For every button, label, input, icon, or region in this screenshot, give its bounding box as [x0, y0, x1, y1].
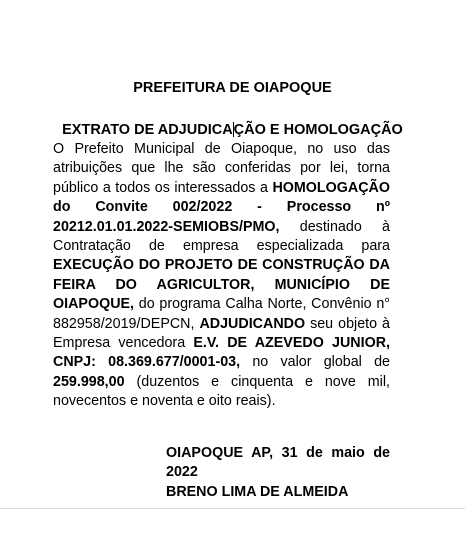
- body-bold-4: E.V. DE AZEVEDO JUNIOR, CNPJ: 08.369.677/0001-03,: [53, 335, 390, 371]
- document-subtitle: [0, 121, 465, 139]
- body-text-4: seu objeto à Empresa vencedora: [53, 315, 390, 352]
- body-bold-5: 259.998,00: [53, 373, 125, 390]
- page-title: PREFEITURA DE OIAPOQUE: [133, 80, 332, 96]
- subtitle-part-2: ÇÃO E HOMOLOGAÇÃO: [233, 122, 403, 138]
- body-text-1: O Prefeito Municipal de Oiapoque, no uso das atribuições que lhe são conferidas por lei, torna público a todos os interessados a: [53, 141, 390, 196]
- subtitle-part-1: EXTRATO DE ADJUDICA: [62, 122, 233, 138]
- body-bold-3: ADJUDICANDO: [199, 315, 306, 332]
- signatory-name: BRENO LIMA DE ALMEIDA: [166, 483, 349, 500]
- body-text-5: no valor global de: [240, 354, 390, 371]
- place-date: OIAPOQUE AP, 31 de maio de 2022: [166, 445, 390, 481]
- body-paragraph: [53, 140, 390, 412]
- body-text-2: destinado à Contratação de empresa especializada para: [53, 218, 390, 255]
- page-divider: [0, 508, 465, 509]
- body-text-6: (duzentos e cinquenta e nove mil, novecentos e noventa e oito reais).: [53, 373, 390, 410]
- body-bold-1: HOMOLOGAÇÃO do Convite 002/2022 - Processo nº 20212.01.01.2022-SEMIOBS/PMO,: [53, 179, 390, 235]
- body-text-3: do programa Calha Norte, Convênio n° 882958/2019/DEPCN,: [53, 296, 390, 332]
- body-bold-2: EXECUÇÃO DO PROJETO DE CONSTRUÇÃO DA FEIRA DO AGRICULTOR, MUNICÍPIO DE OIAPOQUE,: [53, 257, 390, 313]
- signature-block: [166, 444, 390, 502]
